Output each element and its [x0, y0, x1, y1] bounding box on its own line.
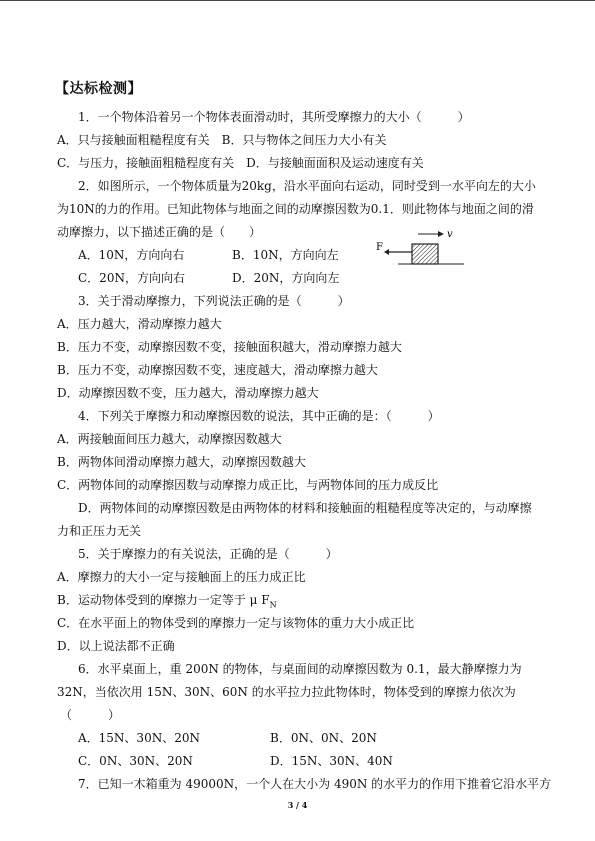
q5-option-a: A．摩擦力的大小一定与接触面上的压力成正比	[57, 570, 306, 584]
q2-option-d: D．20N，方向向左	[232, 271, 340, 285]
q1-options-ab: A．只与接触面粗糙程度有关 B．只与物体之间压力大小有关	[57, 133, 387, 147]
page-number: 3 / 4	[287, 800, 308, 810]
q3-option-d: D．动摩擦因数不变，压力越大，滑动摩擦力越大	[57, 386, 319, 400]
q5-option-d: D．以上说法都不正确	[57, 639, 175, 653]
q1-stem: 1．一个物体沿着另一个物体表面滑动时，其所受摩擦力的大小（ ）	[78, 110, 470, 124]
q6-option-c: C．0N、30N、20N	[78, 754, 193, 768]
q6-option-b: B．0N、0N、20N	[270, 731, 377, 745]
q5-stem: 5．关于摩擦力的有关说法，正确的是（ ）	[78, 547, 338, 561]
q7-stem-line1: 7．已知一木箱重为 49000N，一个人在大小为 490N 的水平力的作用下推着它沿水平方	[78, 777, 552, 791]
q6-stem-line3: （ ）	[60, 708, 121, 722]
q5-option-c: C．在水平面上的物体受到的摩擦力一定与该物体的重力大小成正比	[57, 616, 415, 630]
velocity-arrowhead	[438, 231, 444, 237]
force-arrowhead	[384, 249, 389, 255]
section-heading: 【达标检测】	[55, 81, 142, 97]
q5-option-b-text: B．运动物体受到的摩擦力一定等于 μ F	[57, 593, 270, 607]
q6-stem-line1: 6．水平桌面上，重 200N 的物体，与桌面间的动摩擦因数为 0.1，最大静摩擦力为	[78, 662, 522, 676]
q4-option-d-line2: 力和正压力无关	[57, 524, 142, 538]
q3-option-a: A．压力越大，滑动摩擦力越大	[57, 317, 222, 331]
q2-option-b: B．10N，方向向左	[232, 248, 339, 262]
q6-stem-line2: 32N，当依次用 15N、30N、60N 的水平拉力拉此物体时，物体受到的摩擦力依次为	[57, 685, 516, 699]
force-label: F	[376, 242, 383, 253]
q2-stem-line2: 为10N的力的作用。已知此物体与地面之间的动摩擦因数为0.1．则此物体与地面之间的滑	[57, 202, 534, 216]
q4-option-a: A．两接触面间压力越大，动摩擦因数越大	[57, 432, 282, 446]
q3-option-b: B．压力不变，动摩擦因数不变，接触面积越大，滑动摩擦力越大	[57, 340, 402, 354]
q2-force-diagram	[374, 226, 466, 270]
q2-option-a: A．10N，方向向右	[78, 248, 185, 262]
q2-stem-line1: 2．如图所示，一个物体质量为20kg，沿水平面向右运动，同时受到一水平向左的大小	[78, 179, 536, 193]
q3-stem: 3．关于滑动摩擦力，下列说法正确的是（ ）	[78, 294, 350, 308]
q5-option-b	[57, 591, 277, 614]
q6-option-d: D．15N、30N、40N	[270, 754, 393, 768]
q2-option-c: C．20N，方向向右	[78, 271, 185, 285]
q4-option-d-line1: D．两物体间的动摩擦因数是由两物体的材料和接触面的粗糙程度等决定的，与动摩擦	[78, 501, 532, 515]
velocity-label: v	[447, 229, 453, 240]
q4-option-c: C．两物体间的动摩擦因数与动摩擦力成正比，与两物体间的压力成反比	[57, 478, 439, 492]
q4-option-b: B．两物体间滑动摩擦力越大，动摩擦因数越大	[57, 455, 306, 469]
q6-option-a: A．15N、30N、20N	[78, 731, 200, 745]
q1-options-cd: C．与压力，接触面粗糙程度有关 D．与接触面面积及运动速度有关	[57, 156, 424, 170]
block-shape	[412, 244, 438, 264]
q2-stem-line3: 动摩擦力，以下描述正确的是（ ）	[57, 225, 262, 239]
q5-option-b-subscript: N	[269, 600, 277, 610]
q4-stem: 4．下列关于摩擦力和动摩擦因数的说法，其中正确的是：（ ）	[78, 409, 440, 423]
q3-option-c: B．压力不变，动摩擦因数不变，速度越大，滑动摩擦力越大	[57, 363, 378, 377]
